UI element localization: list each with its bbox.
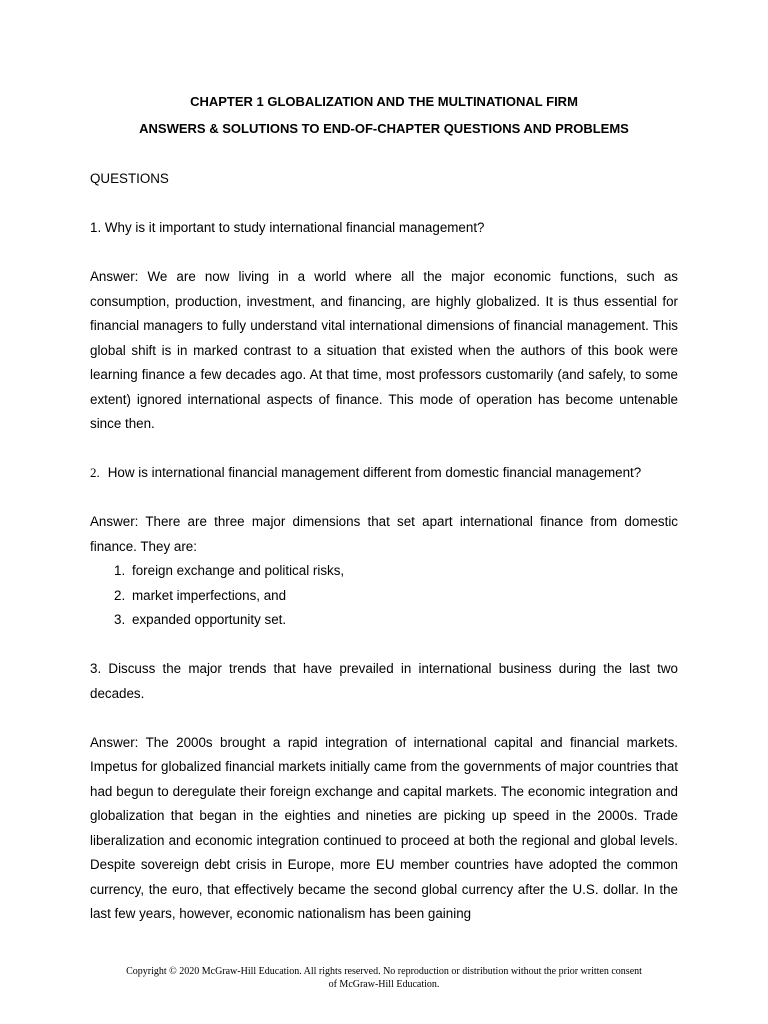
list-item: 2. market imperfections, and — [114, 587, 287, 603]
chapter-title: CHAPTER 1 GLOBALIZATION AND THE MULTINATIONAL FIRM — [190, 94, 578, 109]
question-2 — [90, 461, 678, 486]
list-item: 3. expanded opportunity set. — [114, 612, 287, 627]
copyright-line-2: of McGraw-Hill Education. — [328, 979, 440, 990]
answer-3: Answer: The 2000s brought a rapid integration of international capital and financial markets. Impetus for globalized financial markets initially came from the governments of major countries that had begun to deregulate their foreign exchange and capital markets. The economic integration and globalization that began in the eighties and nineties are picking up speed in the 2000s. Trade liberalization and economic integration continued to proceed at both the regional and global levels. Despite sovereign debt crisis in Europe, more EU member countries have adopted the common currency, the euro, that effectively became the second global currency after the U.S. dollar. In the last few years, however, economic nationalism has been gaining — [90, 734, 678, 921]
section-label: QUESTIONS — [90, 171, 169, 186]
question-3: 3. Discuss the major trends that have prevailed in international business during the last two decades. — [90, 661, 678, 701]
copyright-footer — [70, 965, 698, 991]
answer-2: Answer: There are three major dimensions that set apart international finance from domestic finance. They are: — [90, 514, 678, 554]
document-page — [90, 88, 678, 927]
answer-1: Answer: We are now living in a world where all the major economic functions, such as consumption, production, investment, and financing, are highly globalized. It is thus essential for financial managers to fully understand vital international dimensions of financial management. This global shift is in marked contrast to a situation that existed when the authors of this book were learning finance a few decades ago. At that time, most professors customarily (and safely, to some extent) ignored international aspects of finance. This mode of operation has become untenable since then. — [90, 269, 678, 431]
document-subtitle: ANSWERS & SOLUTIONS TO END-OF-CHAPTER QUESTIONS AND PROBLEMS — [139, 121, 629, 136]
question-2-number: 2. — [90, 465, 100, 480]
copyright-line-1: Copyright © 2020 McGraw-Hill Education. All rights reserved. No reproduction or distribution without the prior written consent — [126, 966, 642, 977]
dimensions-list — [90, 559, 678, 633]
question-1: 1. Why is it important to study international financial management? — [90, 220, 485, 235]
list-item: 1. foreign exchange and political risks, — [114, 563, 345, 578]
question-2-text: How is international financial management different from domestic financial management? — [107, 465, 642, 480]
